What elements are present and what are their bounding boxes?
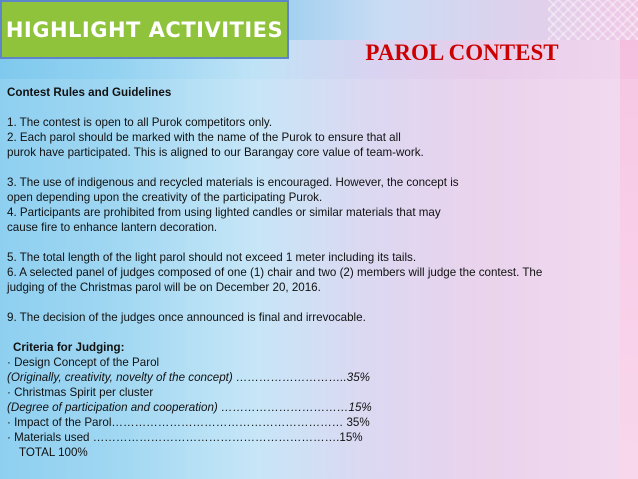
rule-line: purok have participated. This is aligned to our Barangay core value of team-work.	[7, 146, 424, 159]
rule-line: judging of the Christmas parol will be on December 20, 2016.	[7, 281, 321, 294]
criteria-line: · Design Concept of the Parol	[7, 356, 160, 369]
rules-heading: Contest Rules and Guidelines	[7, 86, 172, 99]
rule-line: 3. The use of indigenous and recycled materials is encouraged. However, the concept is	[7, 176, 459, 189]
slide-title: PAROL CONTEST	[365, 40, 559, 65]
rule-line: 9. The decision of the judges once announced is final and irrevocable.	[7, 311, 366, 324]
criteria-line: (Originally, creativity, novelty of the concept) ………………………..35%	[7, 371, 370, 384]
highlight-badge	[0, 0, 289, 59]
criteria-line: (Degree of participation and cooperation) ……………………………15%	[7, 401, 372, 414]
rule-line: open depending upon the creativity of the participating Purok.	[7, 191, 323, 204]
criteria-total: TOTAL 100%	[19, 446, 88, 459]
criteria-heading: Criteria for Judging:	[13, 341, 125, 354]
slide-body	[7, 85, 629, 460]
criteria-line: · Materials used ……………………………………………………….15%	[7, 431, 363, 444]
rule-line: 5. The total length of the light parol should not exceed 1 meter including its tails.	[7, 251, 417, 264]
rule-line: 6. A selected panel of judges composed of one (1) chair and two (2) members will judge the contest. The	[7, 266, 543, 279]
criteria-line: · Christmas Spirit per cluster	[7, 386, 154, 399]
rule-line: 1. The contest is open to all Purok competitors only.	[7, 116, 273, 129]
rule-line: 4. Participants are prohibited from using lighted candles or similar materials that may	[7, 206, 441, 219]
corner-pattern	[548, 0, 638, 40]
rule-line: cause fire to enhance lantern decoration.	[7, 221, 218, 234]
criteria-line: · Impact of the Parol…………………………………………………… 35%	[7, 416, 370, 429]
badge-label: HIGHLIGHT ACTIVITIES	[5, 17, 284, 42]
rule-line: 2. Each parol should be marked with the name of the Purok to ensure that all	[7, 131, 401, 144]
